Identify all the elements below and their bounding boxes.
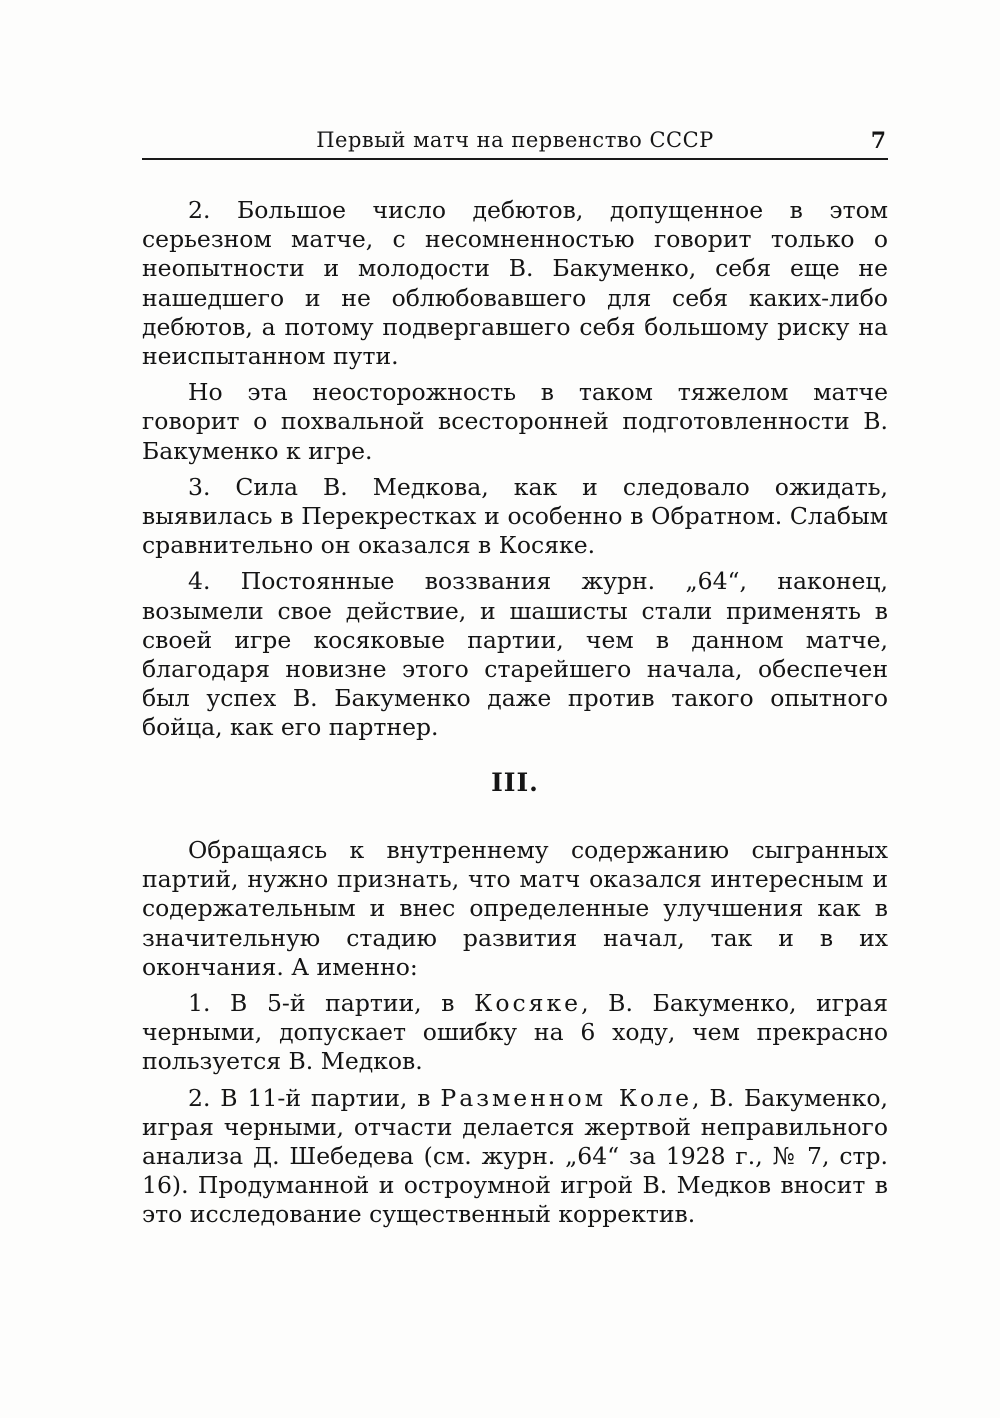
opening-name-kosyak: Косяке [474, 989, 582, 1018]
text-block-lower [142, 836, 888, 1237]
text-block-upper [142, 196, 888, 750]
paragraph-item-2 [142, 1084, 888, 1230]
section-heading: III. [491, 768, 539, 797]
opening-name-razmennoe-kol: Разменном Коле [440, 1083, 693, 1112]
paragraph-point-3: 3. Сила В. Медкова, как и следовало ожидать, выявилась в Перекрестках и особенно в Обратном. Слабым сравнительно он оказался в Косяке. [142, 472, 888, 560]
item-1-text-start: 1. В 5-й партии, в [188, 989, 475, 1018]
item-1-text-end: , В. Бакуменко, играя черными, допускает ошибку на 6 ходу, чем прекрасно пользуется В. Медков. [142, 989, 888, 1076]
paragraph-item-1 [142, 989, 888, 1077]
page-number: 7 [870, 128, 886, 154]
running-title: Первый матч на первенство СССР [316, 128, 714, 152]
paragraph-point-4: 4. Постоянные воззвания журн. „64“, наконец, возымели свое действие, и шашисты стали применять в своей игре косяковые партии, чем в данном матче, благодаря новизне этого старейшего начала, обеспечен был успех В. Бакуменко даже против такого опытного бойца, как его партнер. [142, 567, 888, 742]
item-2-text-start: 2. В 11-й партии, в [188, 1083, 441, 1112]
item-2-text-end: , В. Бакуменко, играя черными, отчасти делается жертвой неправильного анализа Д. Шебедева (см. журн. „64“ за 1928 г., № 7, стр. 16). Продуманной и остроумной игрой В. Медков вносит в это исследование существенный корректив. [142, 1083, 888, 1229]
paragraph-caution: Но эта неосторожность в таком тяжелом матче говорит о похвальной всесторонней подготовленности В. Бакуменко к игре. [142, 378, 888, 465]
paragraph-intro: Обращаясь к внутреннему содержанию сыгранных партий, нужно признать, что матч оказался интересным и содержательным и внес определенные улучшения как в значительную стадию развития начал, так и в их окончания. А именно: [142, 836, 888, 981]
paragraph-point-2: 2. Большое число дебютов, допущенное в этом серьезном матче, с несомненностью говорит только о неопытности и молодости В. Бакуменко, себя еще не нашедшего и не облюбовавшего для себя каких-либо дебютов, а потому подвергавшего себя большому риску на неиспытанном пути. [142, 196, 888, 371]
page-header [142, 128, 888, 160]
